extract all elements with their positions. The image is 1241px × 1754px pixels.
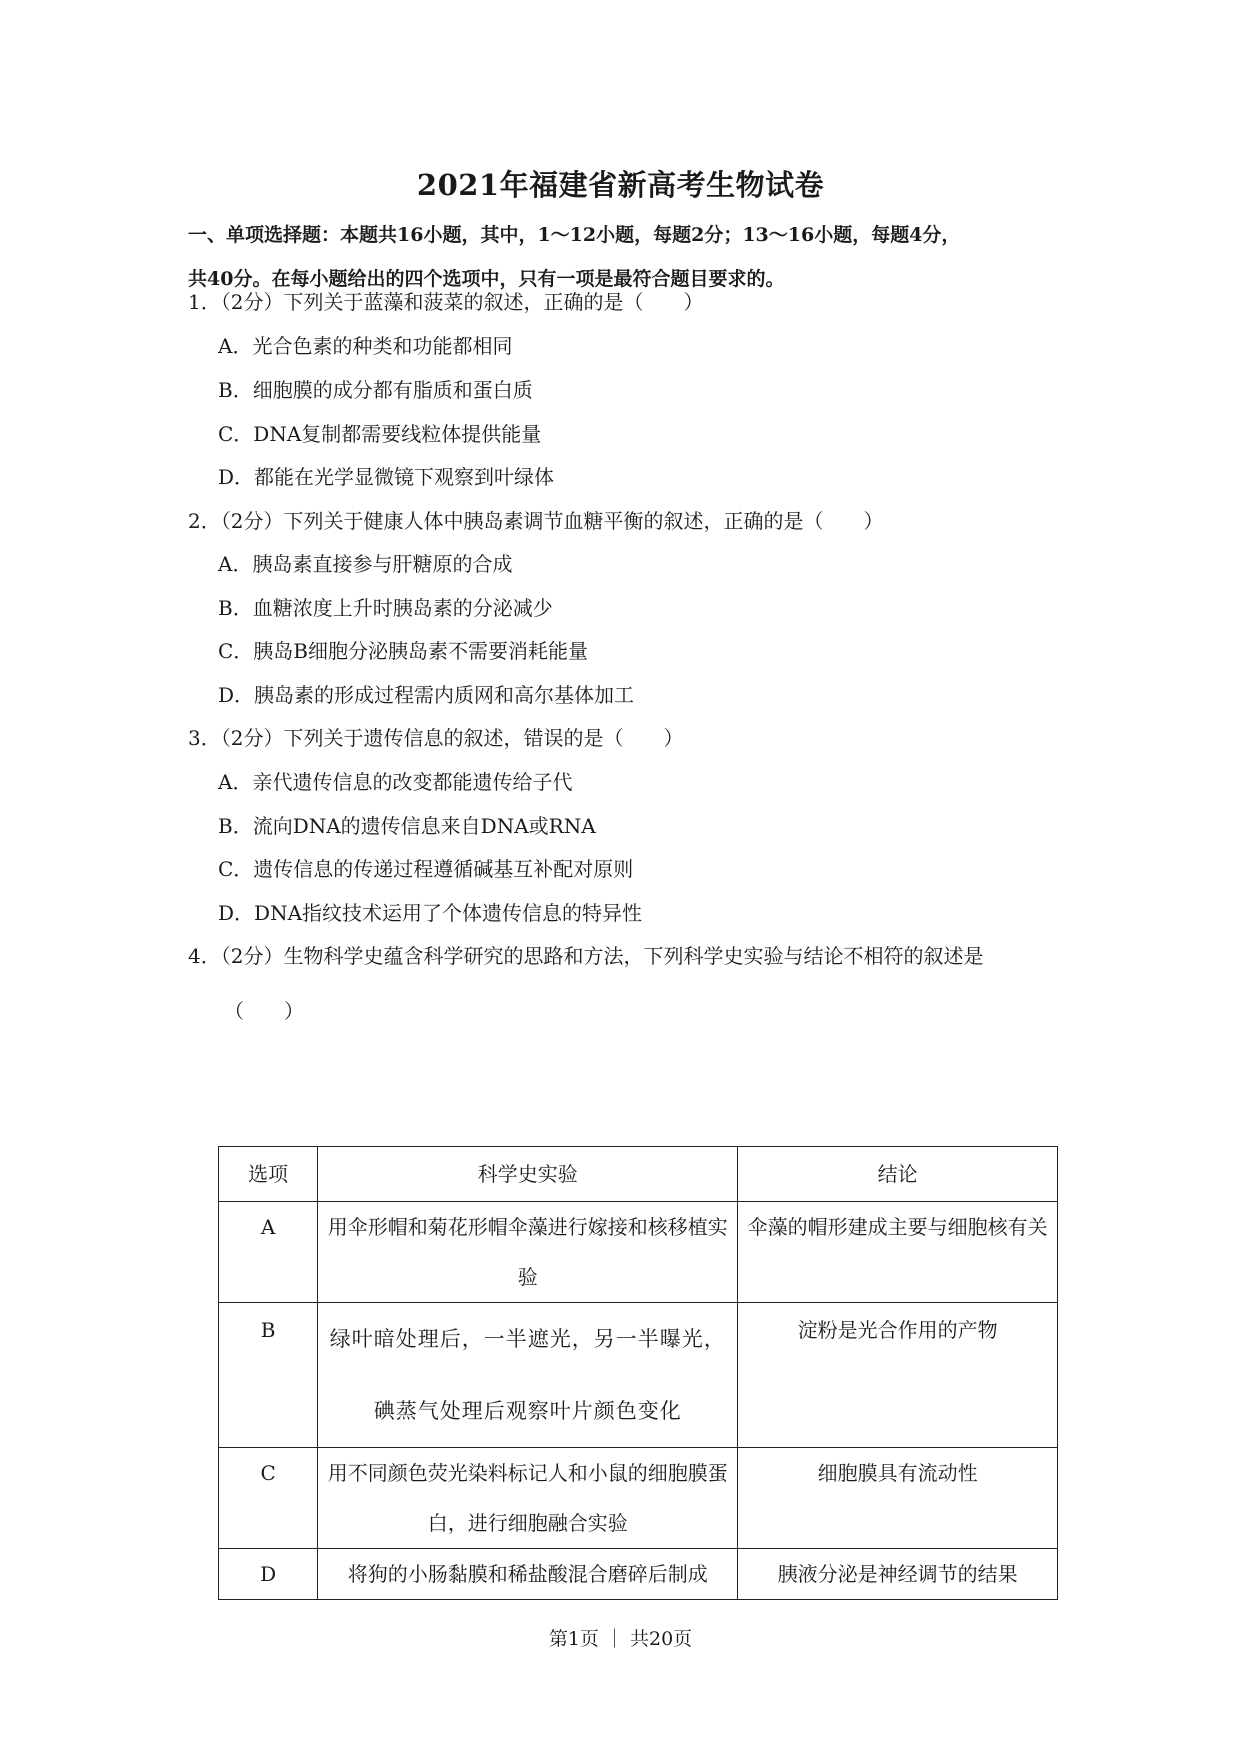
question-3-option-a: A．亲代遗传信息的改变都能遗传给子代 [218, 770, 573, 794]
table-cell-experiment: 绿叶暗处理后，一半遮光，另一半曝光，碘蒸气处理后观察叶片颜色变化 [318, 1303, 738, 1448]
table-cell-option: D [219, 1549, 318, 1600]
table-cell-conclusion: 淀粉是光合作用的产物 [738, 1303, 1058, 1448]
question-1-option-a: A．光合色素的种类和功能都相同 [218, 334, 513, 358]
question-1-option-b: B．细胞膜的成分都有脂质和蛋白质 [218, 378, 533, 402]
question-3-option-b: B．流向DNA的遗传信息来自DNA或RNA [218, 814, 596, 838]
table-row [219, 1202, 1058, 1303]
table-header-experiment: 科学史实验 [318, 1147, 738, 1202]
question-1-option-d: D．都能在光学显微镜下观察到叶绿体 [218, 465, 555, 489]
table-cell-experiment: 将狗的小肠黏膜和稀盐酸混合磨碎后制成 [318, 1549, 738, 1600]
question-3-stem: 3．（2分）下列关于遗传信息的叙述，错误的是（ ） [188, 726, 684, 750]
section-instruction-line-2: 共40分。在每小题给出的四个选项中，只有一项是最符合题目要求的。 [188, 268, 785, 290]
table-header-conclusion: 结论 [738, 1147, 1058, 1202]
question-2-option-b: B．血糖浓度上升时胰岛素的分泌减少 [218, 596, 553, 620]
question-3-option-d: D．DNA指纹技术运用了个体遗传信息的特异性 [218, 901, 643, 925]
table-row [219, 1303, 1058, 1448]
table-cell-experiment: 用伞形帽和菊花形帽伞藻进行嫁接和核移植实验 [318, 1202, 738, 1303]
page-title: 2021年福建省新高考生物试卷 [416, 168, 825, 202]
table-row [219, 1549, 1058, 1600]
table-cell-option: A [219, 1202, 318, 1303]
question-1-stem: 1．（2分）下列关于蓝藻和菠菜的叙述，正确的是（ ） [188, 290, 704, 314]
science-history-table [218, 1146, 1058, 1600]
table-header-option: 选项 [219, 1147, 318, 1202]
question-2-option-c: C．胰岛B细胞分泌胰岛素不需要消耗能量 [218, 639, 588, 663]
question-1-option-c: C．DNA复制都需要线粒体提供能量 [218, 422, 542, 446]
table-cell-option: C [219, 1448, 318, 1549]
table-row [219, 1448, 1058, 1549]
question-2-option-d: D．胰岛素的形成过程需内质网和高尔基体加工 [218, 683, 635, 707]
question-2-stem: 2．（2分）下列关于健康人体中胰岛素调节血糖平衡的叙述，正确的是（ ） [188, 509, 884, 533]
question-3-option-c: C．遗传信息的传递过程遵循碱基互补配对原则 [218, 857, 634, 881]
question-4-answer-paren: （ ） [224, 999, 304, 1023]
section-instruction-line-1: 一、单项选择题：本题共16小题，其中，1～12小题，每题2分；13～16小题，每题4分， [188, 224, 961, 246]
table-cell-option: B [219, 1303, 318, 1448]
page-footer: 第1页 ｜ 共20页 [548, 1628, 693, 1650]
table-cell-conclusion: 胰液分泌是神经调节的结果 [738, 1549, 1058, 1600]
question-4-stem: 4．（2分）生物科学史蕴含科学研究的思路和方法，下列科学史实验与结论不相符的叙述是 [188, 944, 984, 968]
table-cell-conclusion: 伞藻的帽形建成主要与细胞核有关 [738, 1202, 1058, 1303]
table-header-row [219, 1147, 1058, 1202]
table-cell-experiment: 用不同颜色荧光染料标记人和小鼠的细胞膜蛋白，进行细胞融合实验 [318, 1448, 738, 1549]
table-cell-conclusion: 细胞膜具有流动性 [738, 1448, 1058, 1549]
question-2-option-a: A．胰岛素直接参与肝糖原的合成 [218, 552, 513, 576]
